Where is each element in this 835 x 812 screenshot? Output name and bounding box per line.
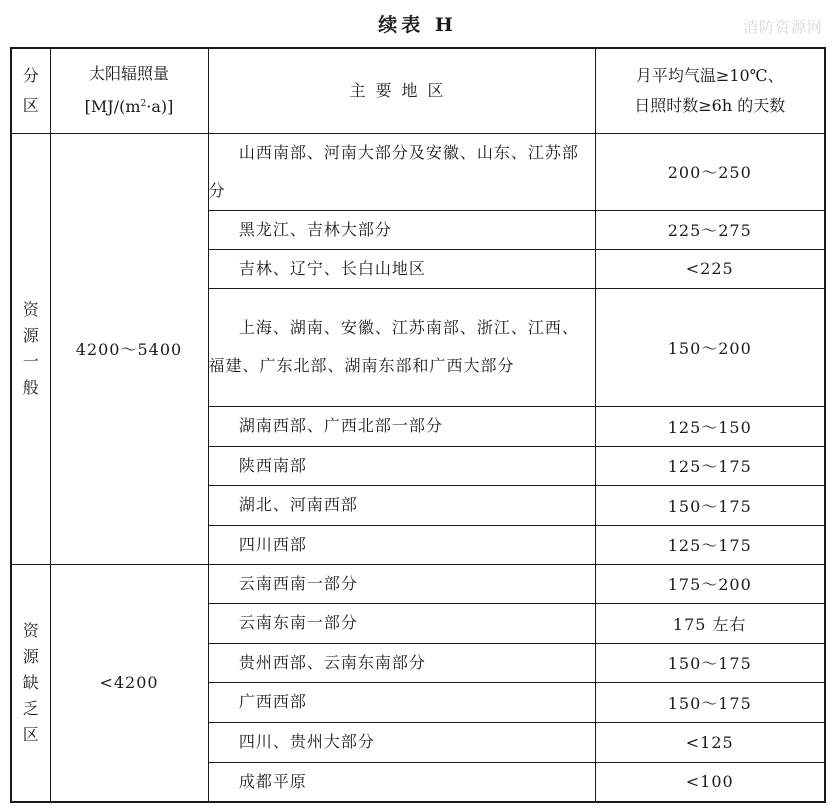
region-text: 黑龙江、吉林大部分 [238,219,392,239]
region-cell [208,288,595,406]
table-header [11,48,825,133]
region-text: 湖南西部、广西北部一部分 [238,416,443,435]
region-text: 湖北、河南西部 [238,495,358,514]
header-radiation-unit-sup: 2 [140,99,147,110]
header-radiation-unit-pre: [MJ/(m [84,97,141,117]
days-cell: 125～175 [595,525,825,564]
region-cell [208,446,595,485]
header-region-label: 主要地区 [349,80,454,100]
region-text: 云南东南一部分 [238,613,358,632]
days-cell: <125 [595,722,825,762]
table-row [11,133,825,210]
region-text: 云南西南一部分 [238,573,358,593]
days-cell: <225 [595,249,825,288]
days-cell: 125～175 [595,446,825,485]
region-text: 贵州西部、云南东南部分 [238,652,426,672]
days-cell: 175～200 [595,564,825,603]
radiation-cell: 4200～5400 [50,133,208,564]
days-cell: 125～150 [595,406,825,446]
days-cell: 150～175 [595,485,825,525]
region-cell [208,485,595,525]
radiation-cell: <4200 [50,564,208,802]
region-text: 四川、贵州大部分 [238,732,375,751]
days-cell: 225～275 [595,210,825,249]
region-cell [208,603,595,643]
table-body [11,133,825,802]
days-cell: 175 左右 [595,603,825,643]
header-region [208,48,595,133]
zone-cell [11,133,50,564]
header-zone [11,48,50,133]
header-radiation [50,48,208,133]
header-radiation-unit-post: ·a)] [146,97,174,117]
days-cell: 150～200 [595,288,825,406]
region-text: 吉林、辽宁、长白山地区 [238,258,426,278]
region-cell [208,249,595,288]
region-text: 山西南部、河南大部分及安徽、山东、江苏部分 [208,142,579,200]
header-days-line1: 月平均气温≥10℃、 [635,65,784,85]
days-cell: 150～175 [595,643,825,682]
region-cell [208,722,595,762]
header-radiation-line1: 太阳辐照量 [88,64,169,84]
region-text: 广西西部 [238,692,307,711]
zone-cell [11,564,50,802]
region-text: 陕西南部 [238,455,307,475]
region-cell [208,762,595,802]
region-cell [208,682,595,722]
header-days [595,48,825,133]
zone-label: 资源一般 [22,299,39,397]
days-cell: 200～250 [595,133,825,210]
region-cell [208,406,595,446]
region-cell [208,564,595,603]
region-cell [208,525,595,564]
region-text: 四川西部 [238,534,307,554]
table-title: 续表 H [378,14,457,36]
region-text: 成都平原 [238,771,307,791]
region-cell [208,133,595,210]
days-cell: <100 [595,762,825,802]
header-radiation-line2 [51,89,208,122]
table-row [11,564,825,603]
region-cell [208,643,595,682]
solar-radiation-table [10,47,826,803]
zone-label: 资源缺乏区 [22,620,39,744]
header-zone-label: 分区 [22,65,39,115]
days-cell: 150～175 [595,682,825,722]
region-cell [208,210,595,249]
region-text: 上海、湖南、安徽、江苏南部、浙江、江西、福建、广东北部、湖南东部和广西大部分 [208,318,579,375]
header-days-line2: 日照时数≥6h 的天数 [634,95,786,115]
watermark: 消防资源网 [742,18,823,36]
